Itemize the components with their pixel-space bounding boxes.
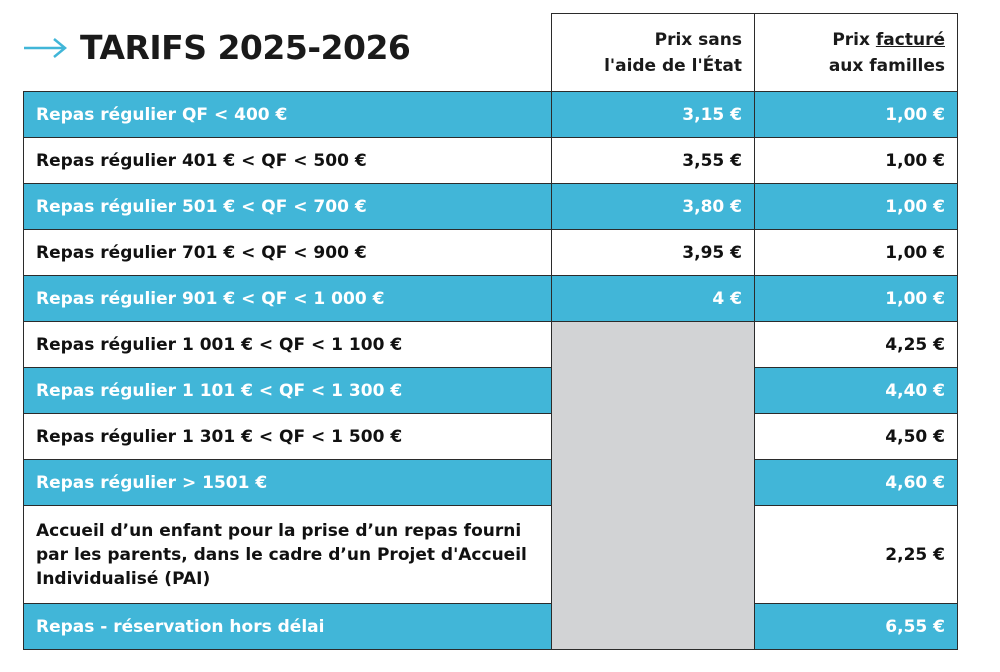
row-family-price: 4,60 € — [755, 460, 958, 506]
table-row — [24, 92, 958, 138]
table-header-row — [24, 14, 958, 92]
table-row — [24, 368, 958, 414]
header-blank-cell — [24, 14, 552, 92]
row-price-without-aid: 3,55 € — [552, 138, 755, 184]
row-price-without-aid: 3,15 € — [552, 92, 755, 138]
column-header-family-line2: aux familles — [828, 55, 945, 76]
row-label: Repas régulier 1 101 € < QF < 1 300 € — [24, 368, 552, 414]
row-family-price: 1,00 € — [755, 138, 958, 184]
table-row — [24, 184, 958, 230]
row-family-price: 1,00 € — [755, 230, 958, 276]
row-label: Repas - réservation hors délai — [24, 604, 552, 650]
row-label: Repas régulier 501 € < QF < 700 € — [24, 184, 552, 230]
row-label: Repas régulier 1 301 € < QF < 1 500 € — [24, 414, 552, 460]
row-price-without-aid: 3,95 € — [552, 230, 755, 276]
column-header-price-line1: Prix sans — [654, 29, 742, 50]
page-title: TARIFS 2025-2026 — [80, 28, 411, 67]
row-label: Repas régulier 701 € < QF < 900 € — [24, 230, 552, 276]
table-row — [24, 138, 958, 184]
row-family-price: 1,00 € — [755, 92, 958, 138]
column-header-family-underlined: facturé — [875, 29, 945, 50]
row-family-price: 1,00 € — [755, 276, 958, 322]
row-label: Repas régulier 401 € < QF < 500 € — [24, 138, 552, 184]
row-label: Repas régulier QF < 400 € — [24, 92, 552, 138]
table-row — [24, 604, 958, 650]
table-row — [24, 460, 958, 506]
row-family-price: 4,50 € — [755, 414, 958, 460]
row-family-price: 1,00 € — [755, 184, 958, 230]
table-row — [24, 414, 958, 460]
gray-empty-price-cell — [552, 322, 755, 650]
column-header-family-prefix: Prix — [832, 29, 876, 50]
row-price-without-aid: 3,80 € — [552, 184, 755, 230]
row-label: Repas régulier 901 € < QF < 1 000 € — [24, 276, 552, 322]
table-row — [24, 276, 958, 322]
tarifs-table — [23, 13, 958, 650]
column-header-price-without-aid — [552, 14, 755, 92]
row-label: Accueil d’un enfant pour la prise d’un repas fourni par les parents, dans le cadre d’un Projet d'Accueil Individualisé (PAI) — [24, 506, 552, 604]
row-family-price: 6,55 € — [755, 604, 958, 650]
row-family-price: 2,25 € — [755, 506, 958, 604]
row-family-price: 4,25 € — [755, 322, 958, 368]
table-row-pai — [24, 506, 958, 604]
row-label: Repas régulier 1 001 € < QF < 1 100 € — [24, 322, 552, 368]
row-family-price: 4,40 € — [755, 368, 958, 414]
row-label: Repas régulier > 1501 € — [24, 460, 552, 506]
row-price-without-aid: 4 € — [552, 276, 755, 322]
column-header-family-price — [755, 14, 958, 92]
column-header-price-line2: l'aide de l'État — [604, 55, 742, 76]
table-row — [24, 322, 958, 368]
table-row — [24, 230, 958, 276]
